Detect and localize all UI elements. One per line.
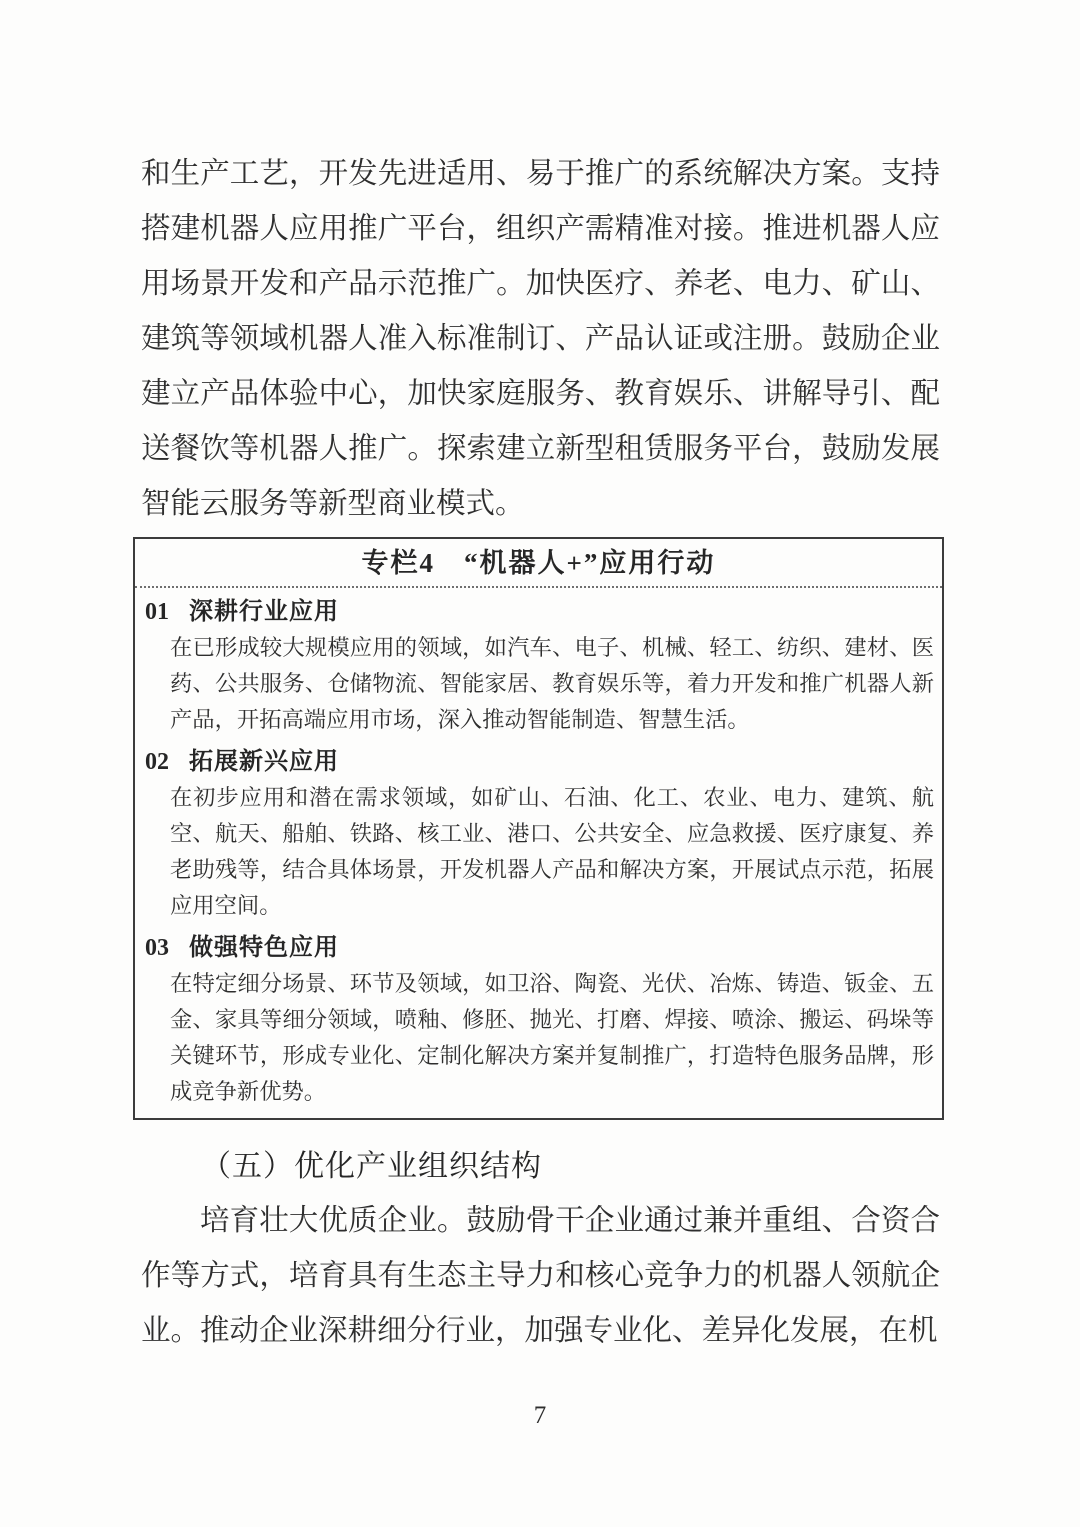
box-item-text: 在特定细分场景、环节及领域，如卫浴、陶瓷、光伏、冶炼、铸造、钣金、五金、家具等细分领域，喷釉、修胚、抛光、打磨、焊接、喷涂、搬运、码垛等关键环节，形成专业化、定制化解决方案并复制推广，打造特色服务品牌，形成竞争新优势。 [170, 971, 934, 1104]
page-number: 7 [533, 1402, 547, 1429]
box-item-number: 03 [145, 935, 169, 961]
paragraph-continued: 和生产工艺，开发先进适用、易于推广的系统解决方案。支持搭建机器人应用推广平台，组织产需精准对接。推进机器人应用场景开发和产品示范推广。加快医疗、养老、电力、矿山、建筑等领域机器人准入标准制订、产品认证或注册。鼓励企业建立产品体验中心，加快家庭服务、教育娱乐、讲解导引、配送餐饮等机器人推广。探索建立新型租赁服务平台，鼓励发展智能云服务等新型商业模式。 [141, 158, 940, 520]
box-item-heading: 拓展新兴应用 [189, 749, 339, 775]
box-item-heading: 做强特色应用 [189, 935, 339, 961]
box-item-text: 在初步应用和潜在需求领域，如矿山、石油、化工、农业、电力、建筑、航空、航天、船舶、铁路、核工业、港口、公共安全、应急救援、医疗康复、养老助残等，结合具体场景，开发机器人产品和解决方案，开展试点示范，拓展应用空间。 [170, 785, 934, 918]
box-item-number: 01 [145, 599, 169, 625]
box-item-header [135, 930, 942, 966]
box-item-heading: 深耕行业应用 [189, 599, 339, 625]
box-item-text: 在已形成较大规模应用的领域，如汽车、电子、机械、轻工、纺织、建材、医药、公共服务、仓储物流、智能家居、教育娱乐等，着力开发和推广机器人新产品，开拓高端应用市场，深入推动智能制造、智慧生活。 [170, 635, 934, 732]
box-title-divider [135, 586, 942, 588]
column-box-title: 专栏4 “机器人+”应用行动 [361, 548, 716, 578]
page-content [141, 147, 940, 1359]
box-item-01 [135, 594, 942, 738]
box-item-number: 02 [145, 749, 169, 775]
box-item-03 [135, 930, 942, 1118]
box-item-02 [135, 744, 942, 924]
column-box-4 [133, 537, 944, 1120]
section-paragraph: 培育壮大优质企业。鼓励骨干企业通过兼并重组、合资合作等方式，培育具有生态主导力和核心竞争力的机器人领航企业。推动企业深耕细分行业，加强专业化、差异化发展，在机 [141, 1205, 940, 1347]
box-item-header [135, 594, 942, 630]
section-heading-5: （五）优化产业组织结构 [201, 1150, 542, 1183]
box-item-header [135, 744, 942, 780]
